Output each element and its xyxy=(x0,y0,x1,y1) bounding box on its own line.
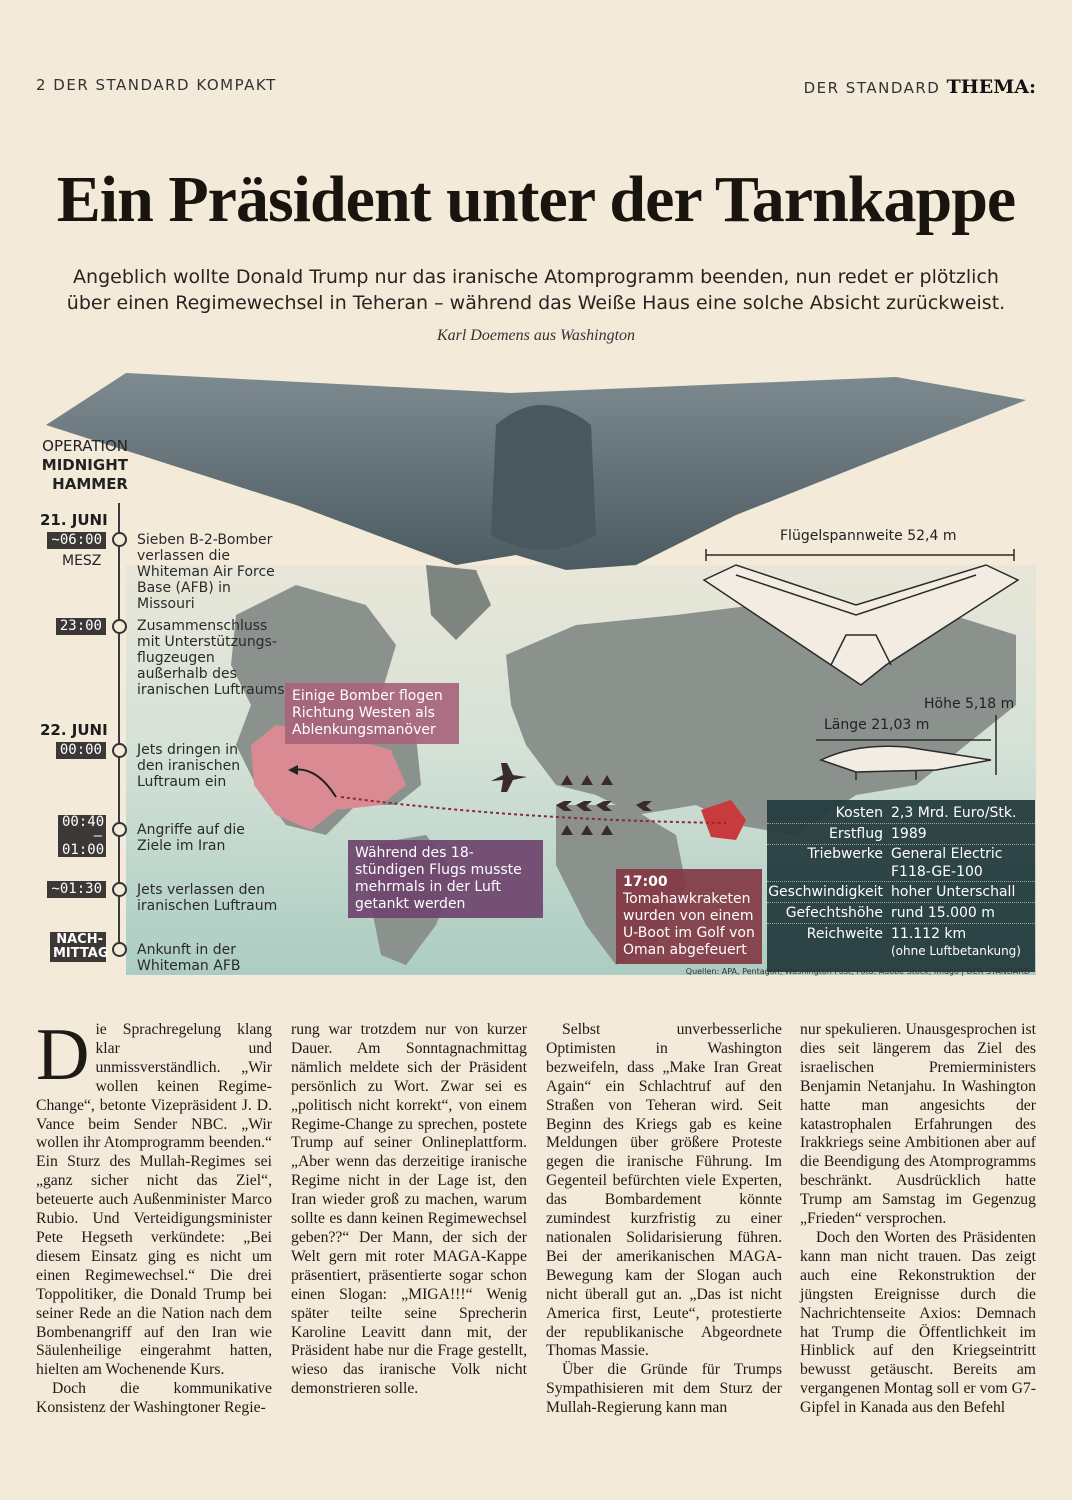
callout-refuel: Während des 18-stündigen Flugs musste mehrmals in der Luft getankt werden xyxy=(348,840,543,918)
specs-table xyxy=(767,800,1035,972)
event-dot xyxy=(112,619,127,634)
spec-row: Kosten 2,3 Mrd. Euro/Stk. xyxy=(767,803,1035,824)
event-text: Angriffe auf die Ziele im Iran xyxy=(137,822,245,854)
article-body xyxy=(36,1014,1036,1421)
paragraph: Über die Gründe für Trumps Sympathisieren mit dem Sturz der Mullah-Regierung kann man xyxy=(546,1361,782,1417)
event-text: Ankunft in der Whiteman AFB xyxy=(137,942,241,974)
event-dot xyxy=(112,822,127,837)
callout-tomahawk-text: Tomahawkraketen wurden von einem U-Boot im Golf von Oman abgefeuert xyxy=(623,891,755,958)
paragraph: rung war trotzdem nur von kurzer Dauer. Am Sonntagnachmittag nämlich meldete sich der Präsident persönlich zu Wort. Zwar sei es „politisch nicht korrekt“, von einem Regime-Change zu sprechen, postete Trump auf seiner Onlineplattform. „Aber wenn das derzeitige iranische Regime nicht in der Lage ist, den Iran wieder groß zu machen, warum sollte es dann keinen Regimewechsel geben??“ Der Mann, der sich der Welt gern mit roter MAGA-Kappe präsentiert, präsentierte sogar schon einen Slogan: „MIGA!!!“ Wenig später teilte seine Sprecherin Karoline Leavitt dann mit, der Präsident habe nur die Frage gestellt, wieso das iranische Volk nicht demonstrieren solle. xyxy=(291,1021,527,1398)
header-section: THEMA xyxy=(946,76,1029,98)
event-dot xyxy=(112,532,127,547)
event-dot xyxy=(112,743,127,758)
callout-tomahawk-time: 17:00 xyxy=(623,874,668,890)
subhead: Angeblich wollte Donald Trump nur das iranische Atomprogramm beenden, nun redet er plötzlich über einen Regimewechsel in Teheran – während das Weiße Haus eine solche Absicht zurückweist. xyxy=(66,266,1006,314)
timeline-date-2: 22. JUNI xyxy=(40,721,108,739)
height-label: Höhe 5,18 m xyxy=(924,696,1015,712)
timeline-title: OPERATION MIDNIGHT HAMMER xyxy=(41,437,128,493)
wingspan-label: Flügelspannweite 52,4 m xyxy=(780,528,957,544)
header-right: DER STANDARD THEMA: xyxy=(803,76,1036,98)
spec-note: (ohne Luftbetankung) xyxy=(891,944,1021,958)
event-dot xyxy=(112,942,127,957)
paragraph: ie Sprachregelung klang klar und unmissverständlich. „Wir wollen keinen Regime-Change“, betonte Vizepräsident J. D. Vance beim Sender NBC. „Wir wollen ihr Atomprogramm beenden.“ Ein Sturz des Mullah-Regimes sei „ganz sicher nicht das Ziel“, beteuerte auch Außenminister Marco Rubio. Und Verteidigungsminister Pete Hegseth verkündete: „Bei diesem Einsatz ging es nicht um einen Regimewechsel.“ Die drei Toppolitiker, die Donald Trump bei seiner Rede an die Nation nach dem Bombenangriff auf den Iran wie Säulenheilige eingerahmt hatten, hielten am Wochenende Kurs. xyxy=(36,1021,272,1379)
event-time: ~01:30 xyxy=(47,881,106,898)
headline: Ein Präsident unter der Tarnkappe xyxy=(56,163,1016,236)
event-text: Sieben B-2-Bomber verlassen die Whiteman Air Force Base (AFB) in Missouri xyxy=(137,532,275,612)
article-column-2 xyxy=(291,1021,527,1399)
event-time: ~06:00 xyxy=(47,532,106,549)
article-column-3 xyxy=(546,1021,782,1418)
event-text: Zusammenschluss mit Unterstützungs-flugzeugen außerhalb des iranischen Luftraums xyxy=(137,618,285,698)
spec-row: Reichweite 11.112 km (ohne Luftbetankung) xyxy=(767,924,1035,959)
event-text: Jets verlassen den iranischen Luftraum xyxy=(137,882,278,914)
infographic xyxy=(36,365,1036,983)
event-time: 00:00 xyxy=(56,742,106,759)
byline: Karl Doemens aus Washington xyxy=(436,327,636,344)
callout-decoy: Einige Bomber flogen Richtung Westen als Ablenkungsmanöver xyxy=(285,683,459,744)
event-time: 00:40 –01:00 xyxy=(58,815,106,857)
spec-row: Gefechtshöhe rund 15.000 m xyxy=(767,903,1035,924)
event-time: 23:00 xyxy=(56,618,106,635)
drop-cap: D xyxy=(36,1014,90,1096)
timeline-date-1: 21. JUNI xyxy=(40,511,108,529)
paragraph: Selbst unverbesserliche Optimisten in Washington bezweifeln, dass „Make Iran Great Again“ ein Schlachtruf auf den Straßen von Teheran wird. Seit Beginn des Kriegs gab es keine Meldungen über größere Proteste gegen die iranische Führung. Im Gegenteil befürchten viele Experten, das Bombardement könnte zumindest kurzfristig zu einer nationalen Solidarisierung führen. Bei der amerikanischen MAGA-Bewegung kam der Slogan auch nicht überall gut an. „Das ist nicht America first, Leute“, protestierte der republikanische Abgeordnete Thomas Massie. xyxy=(546,1021,782,1360)
event-time: NACH-MITTAG xyxy=(50,932,106,962)
event-dot xyxy=(112,882,127,897)
timeline-mesz: MESZ xyxy=(62,553,102,569)
callout-tomahawk xyxy=(616,869,762,964)
paragraph: nur spekulieren. Unausgesprochen ist dies seit längerem das Ziel des israelischen Premierministers Benjamin Netanjahu. In Washington hatte man angesichts der katastrophalen Erfahrungen des Irakkriegs seine Ambitionen aber auf die Beendigung des Atomprogramms beschränkt. Ausdrücklich hatte Trump am Samstag im Gegenzug „Frieden“ versprochen. xyxy=(800,1021,1036,1228)
spec-row: Triebwerke General Electric F118-GE-100 xyxy=(767,845,1035,882)
page-header xyxy=(36,76,1036,100)
header-left: 2 DER STANDARD KOMPAKT xyxy=(36,76,277,94)
spec-row: Erstflug 1989 xyxy=(767,824,1035,845)
sources-credit: Quellen: APA, Pentagon, Washington Post; Foto: Adobe Stock, Imago | DER STANDARD xyxy=(685,967,1030,976)
paragraph: Doch die kommunikative Konsistenz der Washingtoner Regie- xyxy=(36,1380,272,1417)
header-paper-name: DER STANDARD xyxy=(803,79,941,97)
article-column-1 xyxy=(36,1014,272,1418)
event-text: Jets dringen in den iranischen Luftraum ein xyxy=(137,742,241,790)
length-label: Länge 21,03 m xyxy=(824,717,930,733)
paragraph: Doch den Worten des Präsidenten kann man nicht trauen. Das zeigt auch eine Rekonstruktion der jüngsten Ereignisse durch die Nachrichtenseite Axios: Demnach hat Trump die Öffentlichkeit im Hinblick auf den Kriegseintritt bewusst getäuscht. Bereits am vergangenen Montag soll er vom G7-Gipfel in Kanada aus den Befehl xyxy=(800,1228,1036,1417)
spec-row: Geschwindigkeit hoher Unterschall xyxy=(767,882,1035,903)
article-column-4 xyxy=(800,1021,1036,1418)
